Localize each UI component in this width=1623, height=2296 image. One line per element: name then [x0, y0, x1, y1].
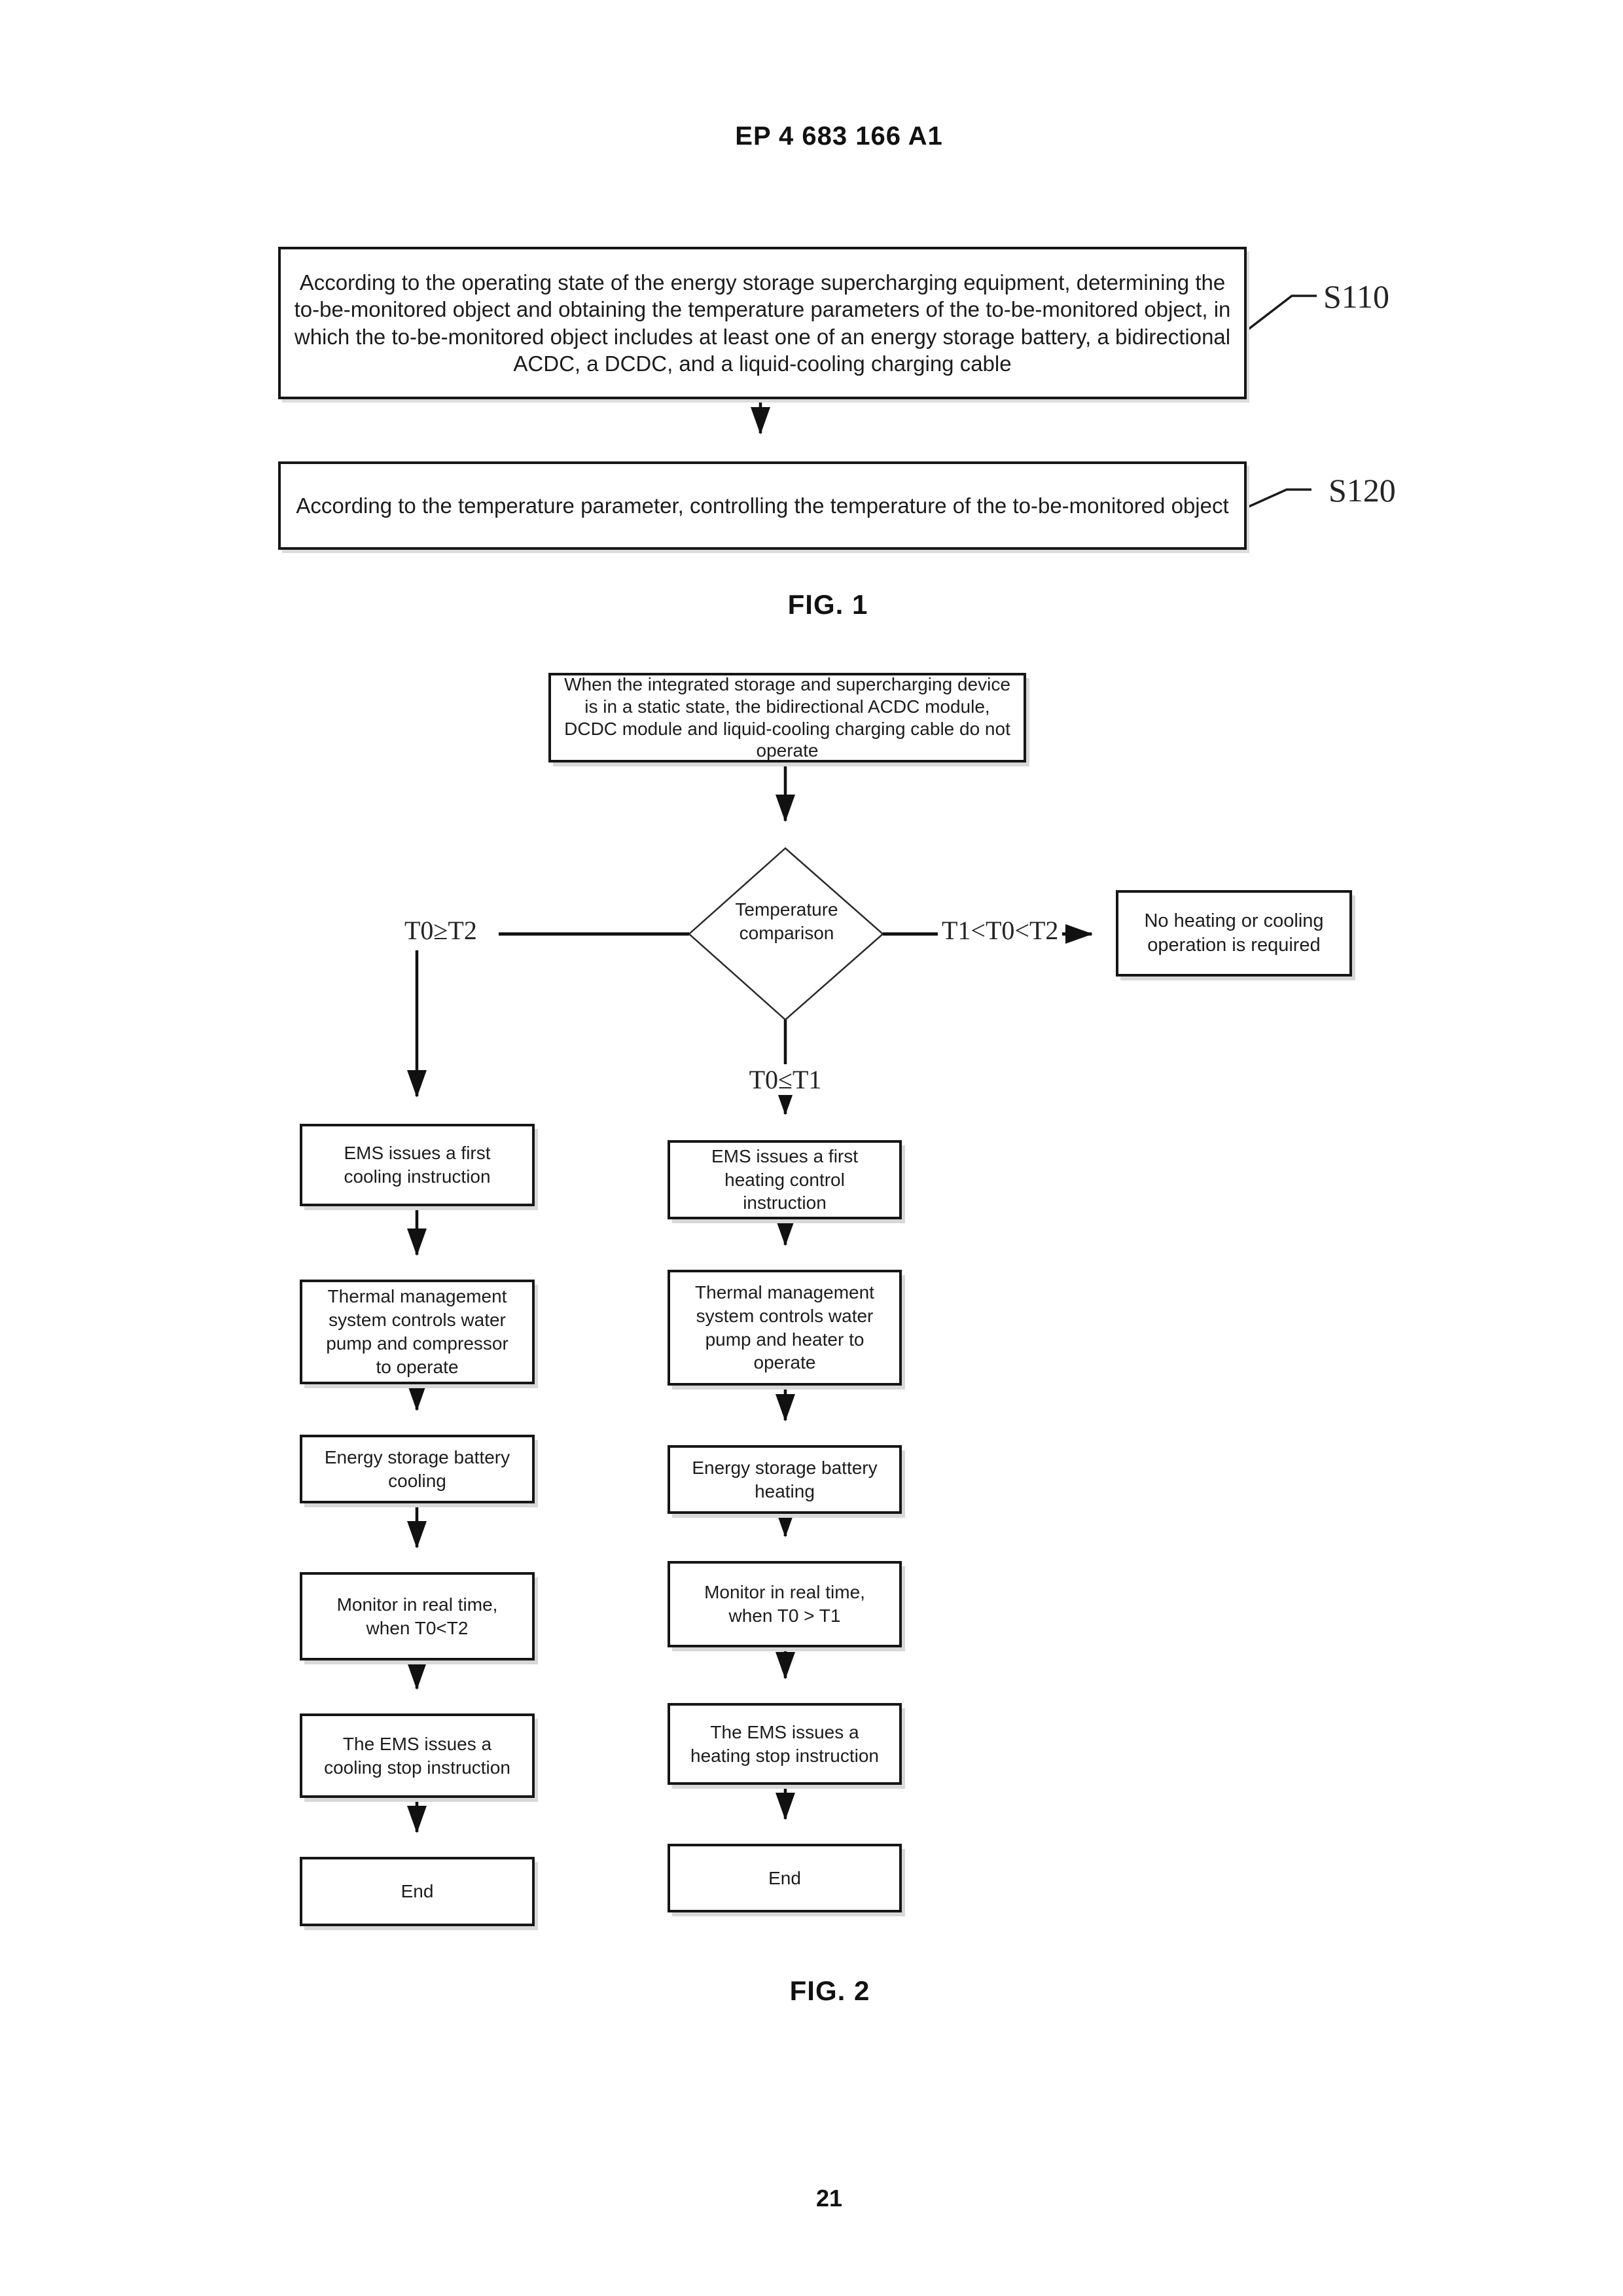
condition-heating: T0≤T1 [745, 1064, 826, 1095]
fig2-start-box: When the integrated storage and supercharging device is in a static state, the bidirectional ACDC module, DCDC module and liquid-cooling charging cable do not operate [548, 673, 1026, 762]
fig1-step-s120-label: S120 [1329, 472, 1396, 509]
fig1-caption: FIG. 1 [787, 589, 868, 620]
page-header: EP 4 683 166 A1 [735, 122, 943, 151]
condition-cooling: T0≥T2 [401, 915, 481, 946]
heating-step-5: The EMS issues a heating stop instruction [668, 1703, 902, 1785]
fig1-step-s120-box: According to the temperature parameter, controlling the temperature of the to-be-monitored object [278, 461, 1247, 550]
fig1-step-s110-box: According to the operating state of the energy storage supercharging equipment, determining the to-be-monitored object and obtaining the temperature parameters of the to-be-monitored object, in which the to-be-monitored object includes at least one of an energy storage battery, a bidirectional ACDC, a DCDC, and a liquid-cooling charging cable [278, 247, 1247, 399]
decision-label: Temperature comparison [735, 899, 838, 944]
fig2-caption: FIG. 2 [789, 1975, 870, 2006]
cooling-step-4: Monitor in real time, when T0<T2 [300, 1572, 535, 1660]
cooling-step-2: Thermal management system controls water pump and compressor to operate [300, 1280, 535, 1384]
heating-step-4: Monitor in real time, when T0 > T1 [668, 1561, 902, 1647]
fig1-leader-lines [1247, 296, 1317, 507]
heating-end-box: End [668, 1844, 902, 1912]
fig1-step-s110-label: S110 [1323, 278, 1389, 315]
condition-no-action: T1<T0<T2 [938, 915, 1062, 946]
cooling-step-3: Energy storage battery cooling [300, 1435, 535, 1503]
page-number: 21 [815, 2185, 843, 2212]
cooling-step-5: The EMS issues a cooling stop instruction [300, 1713, 535, 1798]
heating-step-1: EMS issues a first heating control instruction [668, 1140, 902, 1219]
heating-step-3: Energy storage battery heating [668, 1445, 902, 1514]
no-action-box: No heating or cooling operation is required [1116, 890, 1352, 977]
heating-step-2: Thermal management system controls water pump and heater to operate [668, 1270, 902, 1386]
cooling-step-1: EMS issues a first cooling instruction [300, 1124, 535, 1206]
cooling-end-box: End [300, 1857, 535, 1926]
